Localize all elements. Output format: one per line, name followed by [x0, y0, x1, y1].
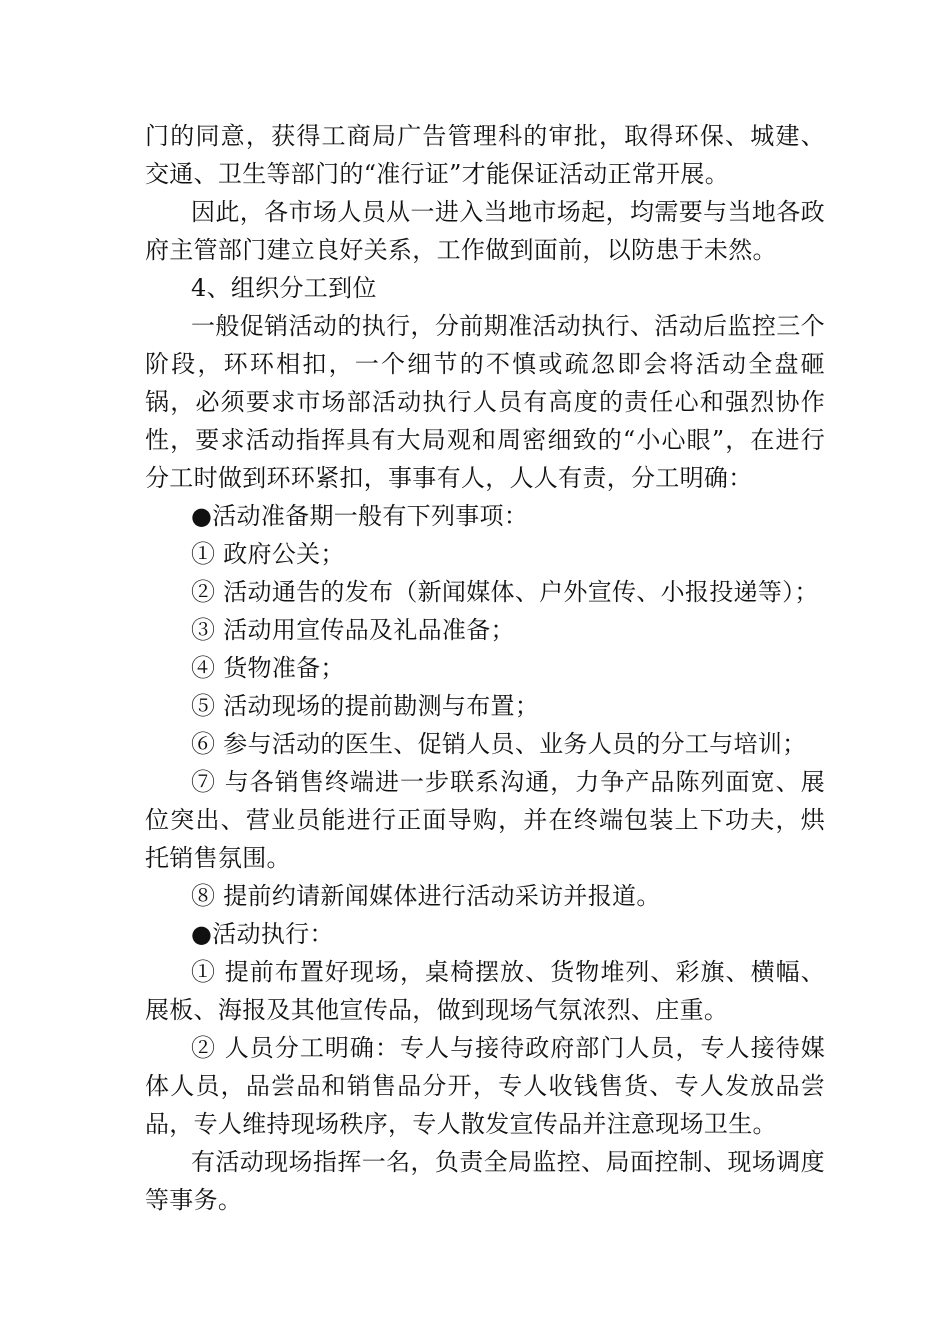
- list-item-site-survey: ⑤ 活动现场的提前勘测与布置；: [191, 692, 540, 720]
- list-item-media-invite: ⑧ 提前约请新闻媒体进行活动采访并报道。: [191, 882, 661, 910]
- list-item-terminal-contact: ⑦ 与各销售终端进一步联系沟通，力争产品陈列面宽、展位突出、营业员能进行正面导购，并在终端包装上下功夫，烘托销售氛围。: [145, 768, 825, 872]
- list-item-staff-training: ⑥ 参与活动的医生、促销人员、业务人员的分工与培训；: [191, 730, 807, 758]
- list-item-promo-materials: ③ 活动用宣传品及礼品准备；: [191, 616, 515, 644]
- list-item-goods: ④ 货物准备；: [191, 654, 345, 682]
- section-heading-organization: 4、组织分工到位: [191, 274, 377, 302]
- document-body: [145, 117, 825, 1219]
- list-item-announcement: ② 活动通告的发布（新闻媒体、户外宣传、小报投递等）；: [191, 578, 819, 606]
- list-item-site-setup: ① 提前布置好现场，桌椅摆放、货物堆列、彩旗、横幅、展板、海报及其他宣传品，做到现场气氛浓烈、庄重。: [145, 958, 825, 1024]
- paragraph-continuation: 门的同意，获得工商局广告管理科的审批，取得环保、城建、交通、卫生等部门的“准行证”才能保证活动正常开展。: [145, 122, 825, 188]
- paragraph-government-relations: 因此，各市场人员从一进入当地市场起，均需要与当地各政府主管部门建立良好关系，工作做到面前，以防患于未然。: [145, 198, 825, 264]
- bullet-preparation-heading: ●活动准备期一般有下列事项：: [191, 502, 529, 530]
- list-item-staff-division: ② 人员分工明确：专人与接待政府部门人员，专人接待媒体人员，品尝品和销售品分开，专人收钱售货、专人发放品尝品，专人维持现场秩序，专人散发宣传品并注意现场卫生。: [145, 1034, 825, 1138]
- bullet-execution-heading: ●活动执行：: [191, 920, 334, 948]
- list-item-government-pr: ① 政府公关；: [191, 540, 345, 568]
- paragraph-promotion-execution: 一般促销活动的执行，分前期准活动执行、活动后监控三个阶段，环环相扣，一个细节的不慎或疏忽即会将活动全盘砸锅，必须要求市场部活动执行人员有高度的责任心和强烈协作性，要求活动指挥具有大局观和周密细致的“小心眼”，在进行分工时做到环环紧扣，事事有人，人人有责，分工明确：: [145, 312, 825, 492]
- paragraph-site-commander: 有活动现场指挥一名，负责全局监控、局面控制、现场调度等事务。: [145, 1148, 825, 1214]
